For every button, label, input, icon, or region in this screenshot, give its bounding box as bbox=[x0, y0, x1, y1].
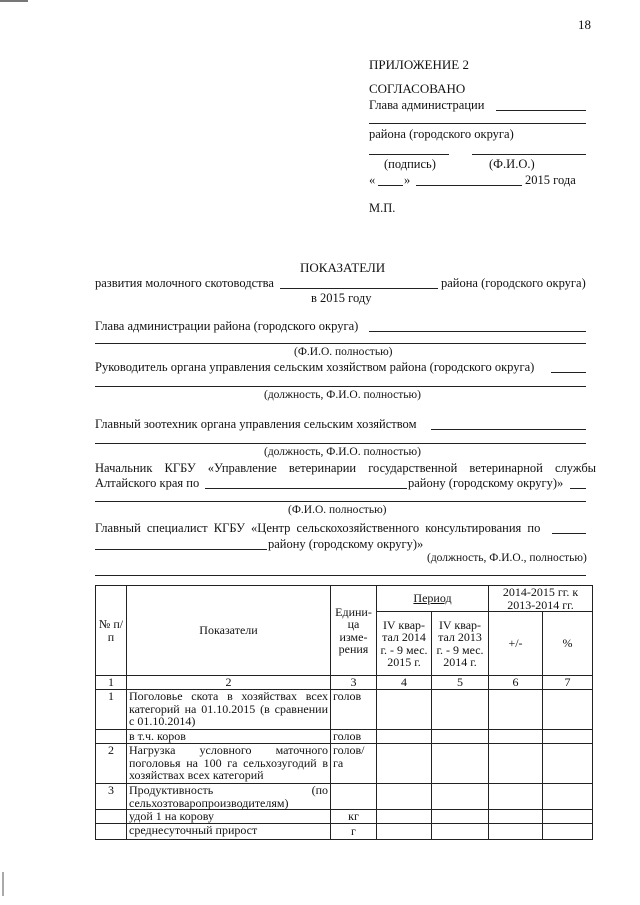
cell-value[interactable] bbox=[489, 744, 543, 784]
zootech-hint: (должность, Ф.И.О. полностью) bbox=[264, 446, 421, 458]
head-admin-label: Глава администрации bbox=[369, 98, 485, 112]
vet-hint: (Ф.И.О. полностью) bbox=[288, 504, 387, 516]
vet-district-line bbox=[205, 488, 407, 489]
consult-name-line bbox=[95, 575, 586, 576]
header-q2015: IV квар-тал 2014 г. - 9 мес. 2015 г. bbox=[377, 612, 432, 676]
cell-value[interactable] bbox=[489, 824, 543, 840]
column-number-row bbox=[96, 676, 593, 690]
table-row bbox=[96, 730, 593, 744]
scan-mark-left bbox=[2, 872, 4, 896]
date-month-line bbox=[416, 185, 522, 186]
col-number: 7 bbox=[543, 676, 593, 690]
cell-value[interactable] bbox=[489, 784, 543, 810]
title-line1-end: района (городского округа) bbox=[441, 276, 586, 290]
row-name: Продуктивность (по сельхозтоваропроизводителям) bbox=[127, 784, 331, 810]
col-number: 5 bbox=[432, 676, 489, 690]
head-admin-hint: (Ф.И.О. полностью) bbox=[294, 346, 393, 358]
document-title: ПОКАЗАТЕЛИ bbox=[300, 260, 386, 275]
consult-district-line bbox=[95, 549, 267, 550]
row-unit: г bbox=[331, 824, 377, 840]
row-unit: голов bbox=[331, 690, 377, 730]
header-plus-minus: +/- bbox=[489, 612, 543, 676]
cell-value[interactable] bbox=[489, 730, 543, 744]
col-number: 2 bbox=[127, 676, 331, 690]
indicators-table bbox=[95, 585, 593, 840]
cell-value[interactable] bbox=[432, 730, 489, 744]
row-unit bbox=[331, 784, 377, 810]
date-year: 2015 года bbox=[525, 173, 576, 187]
title-line2: в 2015 году bbox=[311, 291, 372, 305]
row-unit: голов bbox=[331, 730, 377, 744]
appendix-label: ПРИЛОЖЕНИЕ 2 bbox=[369, 57, 469, 72]
cell-value[interactable] bbox=[432, 810, 489, 824]
row-num bbox=[96, 810, 127, 824]
row-unit: голов/ га bbox=[331, 744, 377, 784]
cell-value[interactable] bbox=[543, 690, 593, 730]
table-row bbox=[96, 744, 593, 784]
col-number: 1 bbox=[96, 676, 127, 690]
official-vet-line1: Начальник КГБУ «Управление ветеринарии государственной ветеринарной службы bbox=[95, 461, 597, 475]
header-change-period: 2014-2015 гг. к 2013-2014 гг. bbox=[489, 586, 593, 612]
consult-hint: (должность, Ф.И.О., полностью) bbox=[427, 552, 587, 564]
agri-head-line-2 bbox=[95, 386, 586, 387]
agri-head-line bbox=[551, 372, 586, 373]
cell-value[interactable] bbox=[377, 824, 432, 840]
official-agri-head: Руководитель органа управления сельским хозяйством района (городского округа) bbox=[95, 360, 535, 374]
cell-value[interactable] bbox=[432, 690, 489, 730]
signature-line bbox=[369, 154, 449, 155]
cell-value[interactable] bbox=[432, 744, 489, 784]
cell-value[interactable] bbox=[489, 690, 543, 730]
page-number: 18 bbox=[578, 17, 591, 32]
row-name: удой 1 на корову bbox=[127, 810, 331, 824]
cell-value[interactable] bbox=[489, 810, 543, 824]
header-period: Период bbox=[377, 586, 489, 612]
title-district-line bbox=[280, 288, 438, 289]
table-row bbox=[96, 824, 593, 840]
row-name: в т.ч. коров bbox=[127, 730, 331, 744]
header-num: № п/п bbox=[96, 586, 127, 676]
agri-head-hint: (должность, Ф.И.О. полностью) bbox=[264, 389, 421, 401]
table-row bbox=[96, 810, 593, 824]
vet-tail-line bbox=[570, 488, 586, 489]
cell-value[interactable] bbox=[377, 810, 432, 824]
header-q2014: IV квар-тал 2013 г. - 9 мес. 2014 г. bbox=[432, 612, 489, 676]
cell-value[interactable] bbox=[432, 784, 489, 810]
district-name-line bbox=[369, 123, 586, 124]
date-close-quote: » bbox=[404, 173, 411, 187]
row-name: Поголовье скота в хозяйствах всех категорий на 01.10.2015 (в сравнении с 01.10.2014) bbox=[127, 690, 331, 730]
row-num bbox=[96, 824, 127, 840]
head-admin-line bbox=[496, 110, 586, 111]
row-num: 2 bbox=[96, 744, 127, 784]
row-name: среднесуточный прирост bbox=[127, 824, 331, 840]
approved-label: СОГЛАСОВАНО bbox=[369, 81, 466, 96]
zootech-line-2 bbox=[95, 443, 586, 444]
consult-line bbox=[552, 533, 586, 534]
table-row bbox=[96, 690, 593, 730]
official-vet-line2-start: Алтайского края по bbox=[95, 476, 200, 490]
district-label: района (городского округа) bbox=[369, 127, 514, 141]
fio-line bbox=[472, 154, 586, 155]
row-num: 1 bbox=[96, 690, 127, 730]
col-number: 6 bbox=[489, 676, 543, 690]
cell-value[interactable] bbox=[377, 730, 432, 744]
official-zootech: Главный зоотехник органа управления сельским хозяйством bbox=[95, 417, 417, 431]
official-head-admin: Глава администрации района (городского округа) bbox=[95, 319, 359, 333]
official-vet-line2-end: району (городскому округу)» bbox=[408, 476, 564, 490]
cell-value[interactable] bbox=[543, 744, 593, 784]
date-open-quote: « bbox=[369, 173, 376, 187]
fio-hint: (Ф.И.О.) bbox=[489, 157, 535, 171]
cell-value[interactable] bbox=[377, 744, 432, 784]
row-unit: кг bbox=[331, 810, 377, 824]
title-line1-start: развития молочного скотоводства bbox=[95, 276, 274, 290]
cell-value[interactable] bbox=[543, 784, 593, 810]
table-row bbox=[96, 784, 593, 810]
row-name: Нагрузка условного маточного поголовья на 100 га сельхозугодий в хозяйствах всех категорий bbox=[127, 744, 331, 784]
official-consult-line1: Главный специалист КГБУ «Центр сельскохозяйственного консультирования по bbox=[95, 521, 541, 535]
header-indicators: Показатели bbox=[127, 586, 331, 676]
date-day-line bbox=[378, 185, 403, 186]
head-admin-name-line bbox=[369, 331, 586, 332]
cell-value[interactable] bbox=[543, 824, 593, 840]
col-number: 3 bbox=[331, 676, 377, 690]
vet-name-line bbox=[95, 501, 586, 502]
head-admin-name-line-2 bbox=[95, 343, 586, 344]
cell-value[interactable] bbox=[377, 690, 432, 730]
row-num bbox=[96, 730, 127, 744]
cell-value[interactable] bbox=[543, 730, 593, 744]
cell-value[interactable] bbox=[377, 784, 432, 810]
signature-hint: (подпись) bbox=[384, 157, 436, 171]
stamp-label: М.П. bbox=[369, 201, 396, 215]
cell-value[interactable] bbox=[432, 824, 489, 840]
scan-mark-top bbox=[0, 0, 28, 2]
col-number: 4 bbox=[377, 676, 432, 690]
header-unit: Едини-ца изме-рения bbox=[331, 586, 377, 676]
cell-value[interactable] bbox=[543, 810, 593, 824]
header-percent: % bbox=[543, 612, 593, 676]
official-consult-line2-end: району (городскому округу)» bbox=[268, 537, 424, 551]
zootech-line bbox=[431, 429, 586, 430]
row-num: 3 bbox=[96, 784, 127, 810]
